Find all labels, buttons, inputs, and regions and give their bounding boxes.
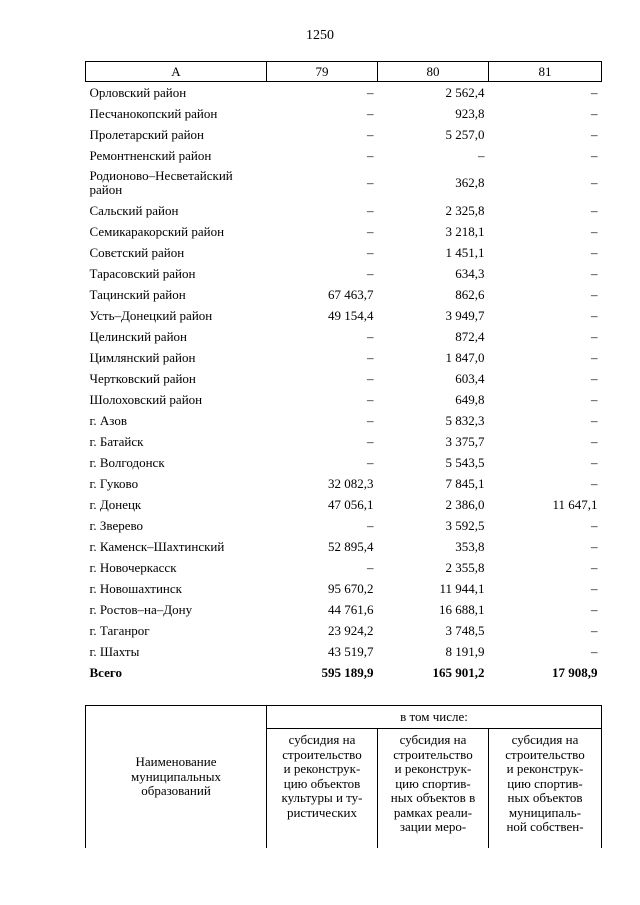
table-row [86,145,602,166]
value-col-79: – [367,147,374,163]
value-col-79: – [367,202,374,218]
value-col-79: – [367,454,374,470]
value-col-81: – [591,412,598,428]
municipality-name: г. Азов [89,412,127,428]
value-col-79: – [367,328,374,344]
value-col-80: 3 218,1 [445,223,485,239]
value-col-79: – [367,105,374,121]
table-row [86,473,602,494]
table-row [86,410,602,431]
value-col-79: – [367,391,374,407]
table-row [86,124,602,145]
value-col-81: – [591,391,598,407]
subheader-sport-program-subsidy-text: субсидия на строительство и реконструк- цию спортив- ных объектов в рамках реали- зации меро- [390,732,476,834]
value-col-81: – [591,84,598,100]
subheader-sport-municipal-subsidy-text: субсидия на строительство и реконструк- цию спортив- ных объектов муниципаль- ной собствен- [505,732,585,834]
value-col-80: 5 543,5 [445,454,485,470]
municipality-name: Ремонтненский район [89,147,212,163]
total-row [86,662,602,683]
value-col-79: – [367,370,374,386]
value-col-80: 7 845,1 [445,475,485,491]
value-col-80: 1 451,1 [445,244,485,260]
value-col-81: – [591,580,598,596]
municipality-name: Тацинский район [89,286,186,302]
value-col-80: 11 944,1 [439,580,485,596]
subheader-culture-subsidy-text: субсидия на строительство и реконструк- цию объектов культуры и ту- ристических [281,732,363,820]
value-col-81: – [591,601,598,617]
value-col-79: 43 519,7 [328,643,374,659]
value-col-80: 362,8 [455,175,485,190]
municipality-name: Сальский район [89,202,179,218]
municipality-name: Чертковский район [89,370,196,386]
table-row [86,242,602,263]
value-col-81: – [591,370,598,386]
table-row [86,347,602,368]
value-col-80: 3 748,5 [445,622,485,638]
value-col-81: – [591,559,598,575]
value-col-79: 23 924,2 [328,622,374,638]
value-col-79: – [367,223,374,239]
value-col-81: – [591,622,598,638]
table-row [86,578,602,599]
value-col-80: 2 325,8 [445,202,485,218]
value-col-80: 3 949,7 [445,307,485,323]
value-col-81: – [591,175,598,190]
including-header: в том числе: [267,706,602,729]
table-row [86,536,602,557]
table-row [86,641,602,662]
table-row [86,82,602,104]
table-row [86,200,602,221]
value-col-80: 603,4 [455,370,485,386]
value-col-80: 923,8 [455,105,485,121]
municipality-name: Целинский район [89,328,187,344]
value-col-80: 3 592,5 [445,517,485,533]
value-col-81: – [591,328,598,344]
municipality-name: Пролетарский район [89,126,205,142]
value-col-81: 11 647,1 [552,496,598,512]
municipality-name: г. Гуково [89,475,139,491]
municipality-name: Тарасовский район [89,265,196,281]
municipality-name: Песчанокопский район [89,105,218,121]
value-col-80: 353,8 [455,538,485,554]
table-row [86,389,602,410]
value-col-79: 47 056,1 [328,496,374,512]
value-col-79: – [367,265,374,281]
value-col-81: – [591,433,598,449]
table-row [86,305,602,326]
value-col-80: 5 832,3 [445,412,485,428]
value-col-79: 95 670,2 [328,580,374,596]
header-col-81: 81 [489,62,602,82]
header-col-79: 79 [267,62,378,82]
value-col-80: 165 901,2 [432,664,485,680]
municipality-name: г. Каменск–Шахтинский [89,538,225,554]
table-row [86,103,602,124]
municipality-name: Всего [89,664,122,680]
value-col-81: – [591,538,598,554]
municipality-name: г. Батайск [89,433,144,449]
municipality-name: г. Таганрог [89,622,150,638]
municipality-name-header [86,706,267,849]
table-row [86,368,602,389]
value-col-79: – [367,349,374,365]
table-row [86,326,602,347]
subheader-culture-subsidy [267,729,378,849]
value-col-80: 5 257,0 [445,126,485,142]
table-row [86,263,602,284]
municipality-name: г. Донецк [89,496,142,512]
value-col-79: 595 189,9 [321,664,374,680]
municipality-name: Совєтский район [89,244,185,260]
value-col-81: – [591,126,598,142]
value-col-80: 3 375,7 [445,433,485,449]
value-col-79: – [367,433,374,449]
value-col-81: – [591,643,598,659]
value-col-79: 49 154,4 [328,307,374,323]
budget-table [85,61,602,683]
table-row [86,620,602,641]
value-col-79: – [367,517,374,533]
table-row [86,515,602,536]
value-col-80: 2 355,8 [445,559,485,575]
value-col-80: 634,3 [455,265,485,281]
municipality-name: г. Ростов–на–Дону [89,601,193,617]
value-col-80: 862,6 [455,286,485,302]
page-number: 1250 [306,28,334,43]
value-col-81: – [591,307,598,323]
table-row [86,557,602,578]
table-row [86,599,602,620]
value-col-81: – [591,202,598,218]
table-row [86,494,602,515]
value-col-80: 2 562,4 [445,84,485,100]
value-col-79: – [367,244,374,260]
value-col-80: 2 386,0 [445,496,485,512]
municipality-name: Орловский район [89,84,187,100]
value-col-80: 8 191,9 [445,643,485,659]
municipality-name: Родионово–Несветайский район [89,168,233,197]
municipality-name: Усть–Донецкий район [89,307,213,323]
municipality-name: Шолоховский район [89,391,203,407]
value-col-80: 16 688,1 [439,601,485,617]
value-col-79: 52 895,4 [328,538,374,554]
municipality-name: г. Волгодонск [89,454,165,470]
table-row [86,221,602,242]
subheader-sport-program-subsidy [378,729,489,849]
value-col-79: 32 082,3 [328,475,374,491]
municipality-name: г. Новочеркасск [89,559,177,575]
value-col-81: – [591,349,598,365]
municipality-name: г. Шахты [89,643,140,659]
header-col-80: 80 [378,62,489,82]
value-col-81: – [591,147,598,163]
municipality-name-header-text: Наименование муниципальных образований [130,754,221,799]
value-col-80: – [478,147,485,163]
value-col-81: – [591,105,598,121]
value-col-81: – [591,265,598,281]
value-col-79: – [367,175,374,190]
value-col-79: – [367,84,374,100]
value-col-81: – [591,517,598,533]
municipality-name: Семикаракорский район [89,223,225,239]
value-col-79: – [367,126,374,142]
municipality-name: г. Зверево [89,517,144,533]
value-col-79: 67 463,7 [328,286,374,302]
table-row [86,166,602,200]
table-row [86,284,602,305]
value-col-81: – [591,454,598,470]
value-col-79: – [367,412,374,428]
value-col-80: 1 847,0 [445,349,485,365]
value-col-80: 649,8 [455,391,485,407]
value-col-79: 44 761,6 [328,601,374,617]
municipality-name: г. Новошахтинск [89,580,182,596]
table-header-row [86,62,602,82]
table-row [86,452,602,473]
subheader-sport-municipal-subsidy [489,729,602,849]
municipality-name: Цимлянский район [89,349,196,365]
value-col-81: – [591,475,598,491]
table-body [86,82,602,684]
value-col-80: 872,4 [455,328,485,344]
second-table-header [85,705,602,848]
value-col-81: – [591,286,598,302]
value-col-81: – [591,223,598,239]
value-col-81: – [591,244,598,260]
value-col-81: 17 908,9 [552,664,598,680]
table-row [86,431,602,452]
header-col-a: А [86,62,267,82]
value-col-79: – [367,559,374,575]
